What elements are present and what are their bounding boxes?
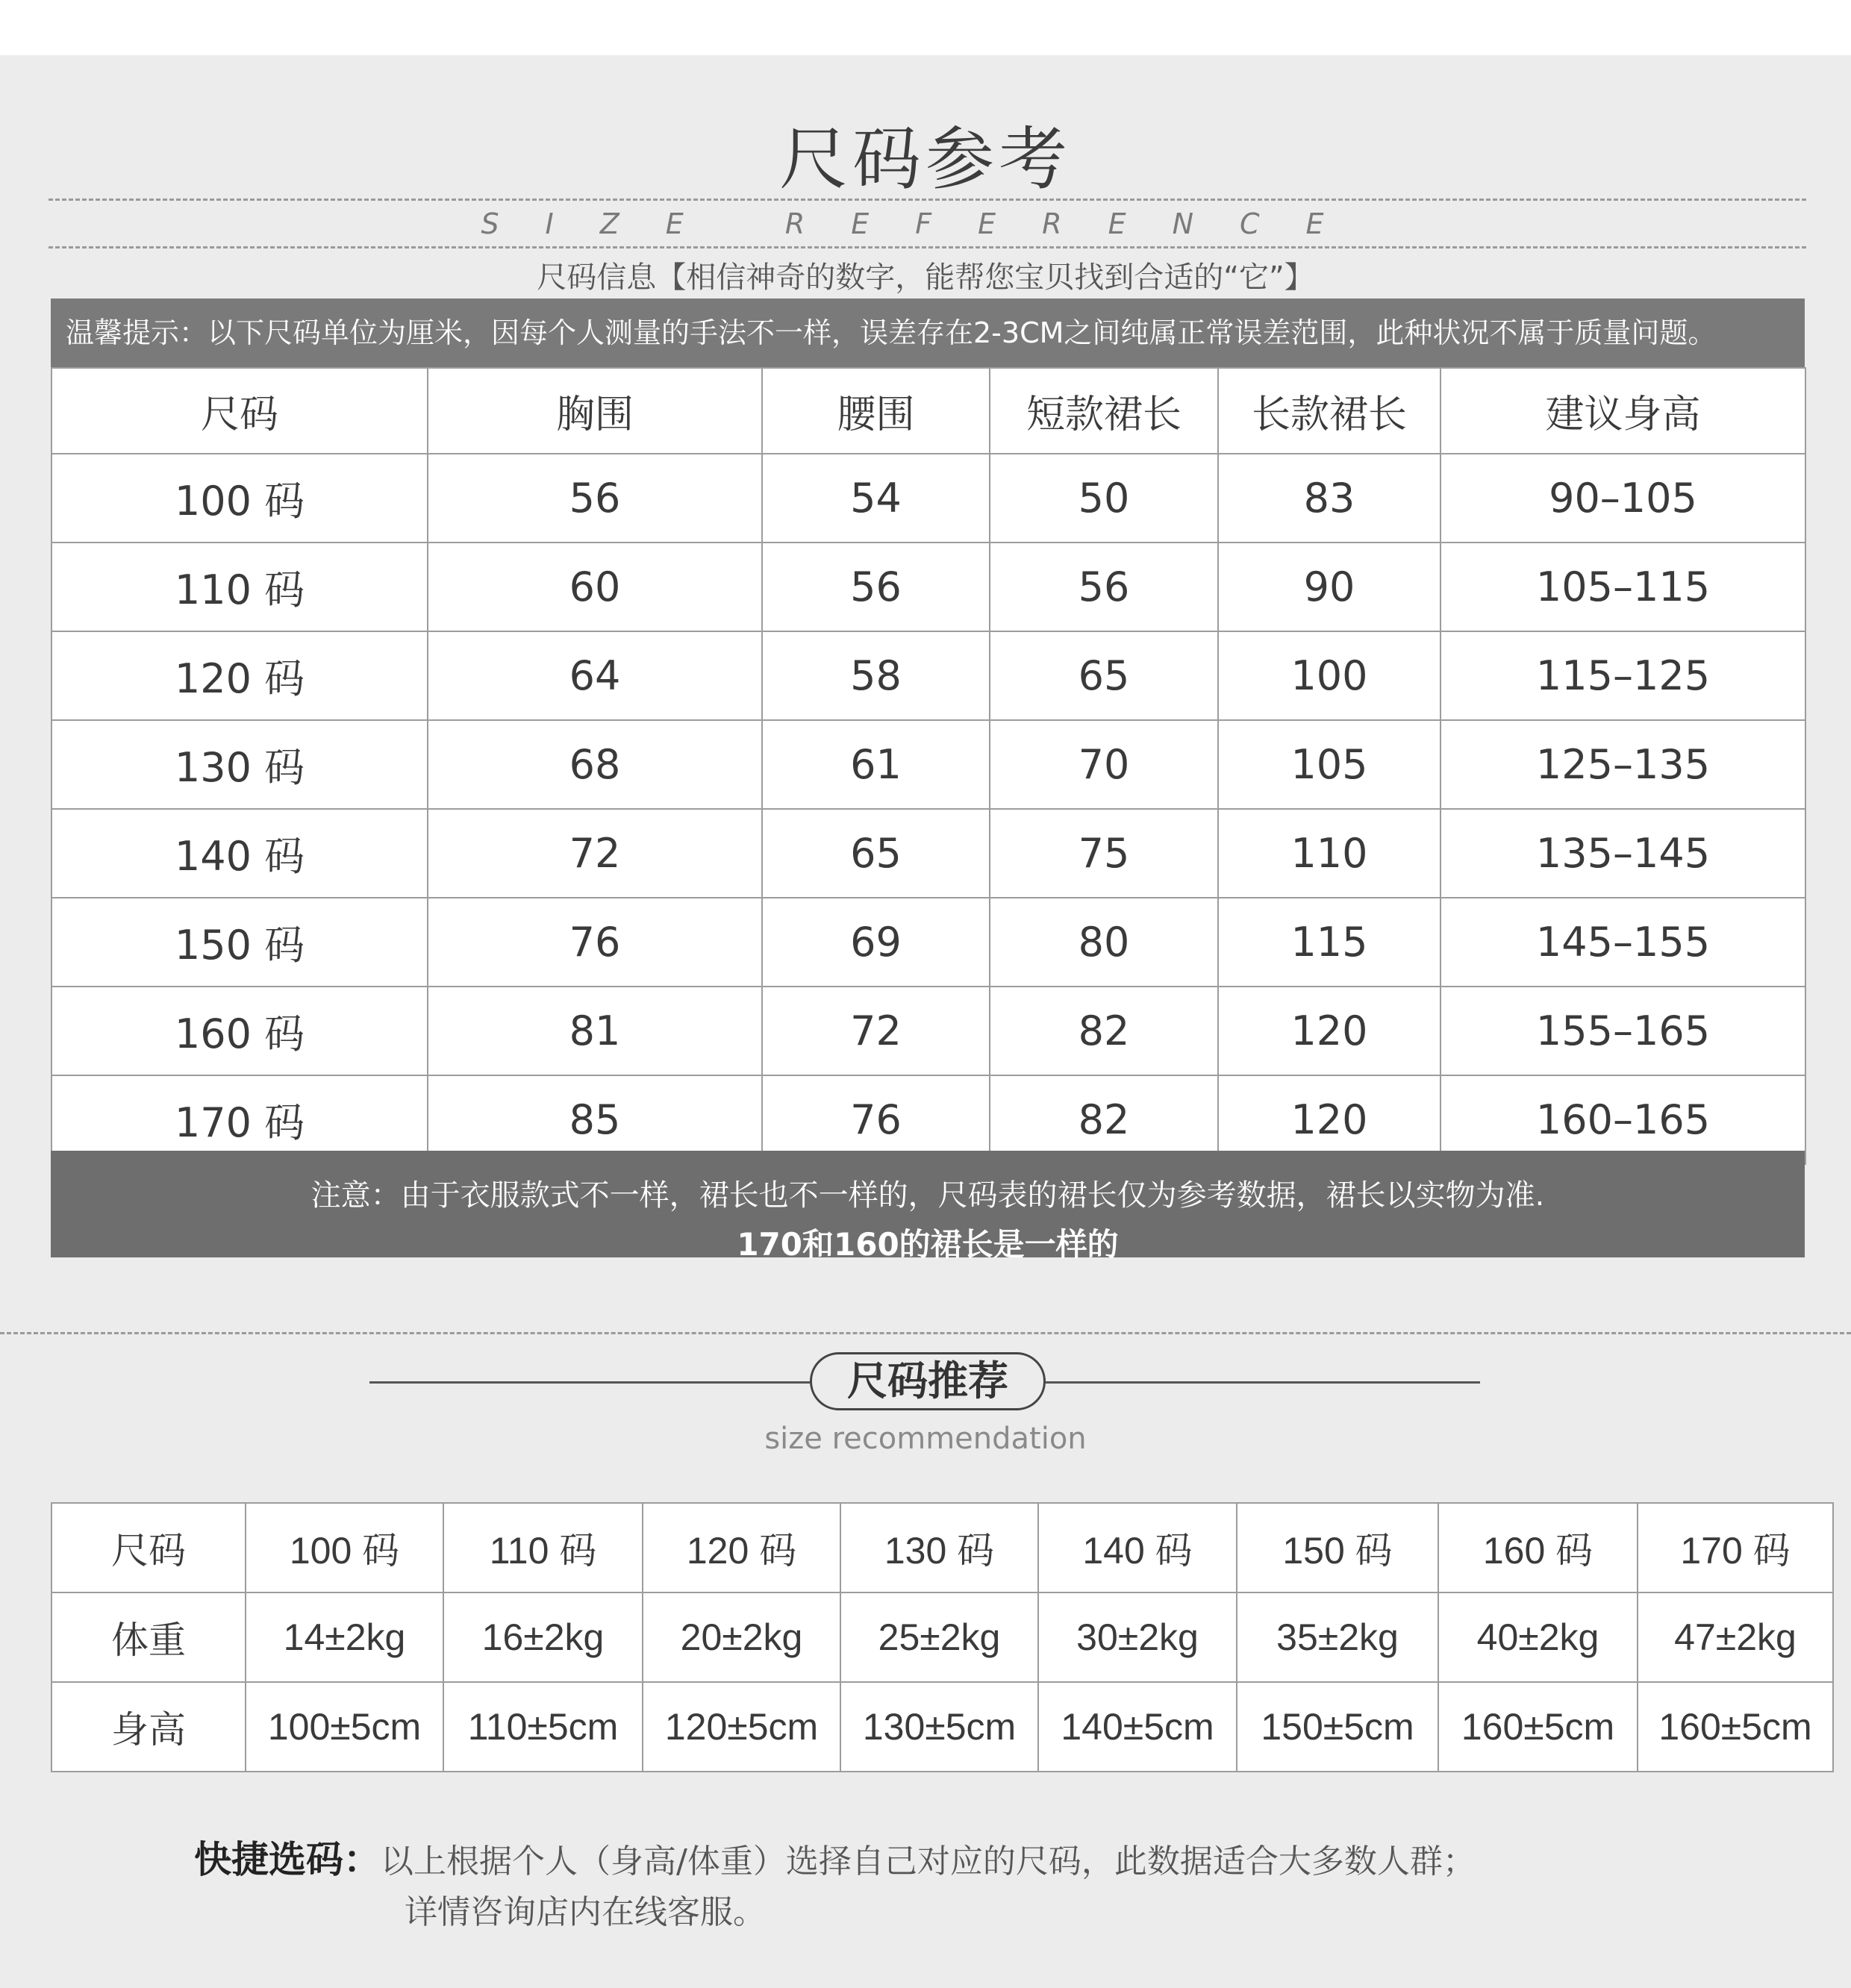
top-margin	[0, 0, 1851, 55]
cell: 100±5cm	[246, 1682, 443, 1772]
cell: 170 码	[51, 1075, 428, 1164]
cell: 69	[762, 898, 990, 987]
cell: 100 码	[246, 1503, 443, 1592]
cell: 68	[428, 720, 762, 809]
cell: 81	[428, 987, 762, 1075]
cell: 50	[990, 454, 1218, 543]
row-header-size: 尺码	[51, 1503, 246, 1592]
size-table-header	[51, 368, 1805, 454]
cell: 110	[1218, 809, 1440, 898]
row-header-height: 身高	[51, 1682, 246, 1772]
cell: 80	[990, 898, 1218, 987]
cell: 155–165	[1440, 987, 1805, 1075]
divider-top	[49, 199, 1806, 201]
cell: 110 码	[443, 1503, 643, 1592]
divider-bottom	[49, 246, 1806, 248]
header-waist: 腰围	[762, 368, 990, 454]
size-table	[51, 367, 1806, 1165]
cell: 61	[762, 720, 990, 809]
tip-bar: 温馨提示：以下尺码单位为厘米，因每个人测量的手法不一样，误差存在2-3CM之间纯属正常误差范围，此种状况不属于质量问题。	[51, 298, 1805, 367]
cell: 120	[1218, 987, 1440, 1075]
cell: 120	[1218, 1075, 1440, 1164]
cell: 60	[428, 543, 762, 631]
cell: 100	[1218, 631, 1440, 720]
cell: 72	[428, 809, 762, 898]
cell: 47±2kg	[1638, 1592, 1833, 1682]
note-text: 注意：由于衣服款式不一样，裙长也不一样的，尺码表的裙长仅为参考数据，裙长以实物为准.	[310, 1178, 1545, 1213]
cell: 160±5cm	[1438, 1682, 1638, 1772]
cell: 82	[990, 987, 1218, 1075]
title-rule-right	[1046, 1381, 1480, 1384]
cell: 140 码	[1038, 1503, 1237, 1592]
cell: 35±2kg	[1237, 1592, 1438, 1682]
table-row	[51, 987, 1805, 1075]
subtitle-english: SIZE REFERENCE	[481, 207, 1370, 240]
cell: 160±5cm	[1638, 1682, 1833, 1772]
cell: 105–115	[1440, 543, 1805, 631]
cell: 82	[990, 1075, 1218, 1164]
cell: 140 码	[51, 809, 428, 898]
cell: 90–105	[1440, 454, 1805, 543]
table-row	[51, 1682, 1833, 1772]
cell: 120 码	[51, 631, 428, 720]
cell: 16±2kg	[443, 1592, 643, 1682]
cell: 150±5cm	[1237, 1682, 1438, 1772]
cell: 40±2kg	[1438, 1592, 1638, 1682]
cell: 72	[762, 987, 990, 1075]
info-line: 尺码信息【相信神奇的数字，能帮您宝贝找到合适的“它”】	[537, 260, 1314, 295]
quick-line-1	[194, 1834, 1476, 1887]
cell: 70	[990, 720, 1218, 809]
cell: 140±5cm	[1038, 1682, 1237, 1772]
cell: 58	[762, 631, 990, 720]
table-row	[51, 543, 1805, 631]
cell: 160 码	[1438, 1503, 1638, 1592]
cell: 160 码	[51, 987, 428, 1075]
cell: 100 码	[51, 454, 428, 543]
cell: 110±5cm	[443, 1682, 643, 1772]
cell: 76	[762, 1075, 990, 1164]
cell: 110 码	[51, 543, 428, 631]
note-emphasis: 170和160的裙长是一样的	[737, 1226, 1119, 1263]
header-chest: 胸围	[428, 368, 762, 454]
table-row	[51, 1592, 1833, 1682]
recommend-title: 尺码推荐	[810, 1352, 1046, 1410]
cell: 150 码	[51, 898, 428, 987]
cell: 115	[1218, 898, 1440, 987]
cell: 83	[1218, 454, 1440, 543]
cell: 20±2kg	[643, 1592, 840, 1682]
cell: 25±2kg	[840, 1592, 1038, 1682]
cell: 120±5cm	[643, 1682, 840, 1772]
cell: 54	[762, 454, 990, 543]
cell: 90	[1218, 543, 1440, 631]
cell: 130 码	[840, 1503, 1038, 1592]
cell: 130±5cm	[840, 1682, 1038, 1772]
header-long-length: 长款裙长	[1218, 368, 1440, 454]
section-separator	[0, 1332, 1851, 1334]
table-row	[51, 454, 1805, 543]
cell: 160–165	[1440, 1075, 1805, 1164]
title-rule-left	[369, 1381, 810, 1384]
cell: 125–135	[1440, 720, 1805, 809]
recommend-subtitle: size recommendation	[764, 1422, 1087, 1456]
header-short-length: 短款裙长	[990, 368, 1218, 454]
cell: 85	[428, 1075, 762, 1164]
cell: 135–145	[1440, 809, 1805, 898]
cell: 115–125	[1440, 631, 1805, 720]
cell: 56	[428, 454, 762, 543]
cell: 65	[762, 809, 990, 898]
quick-select	[194, 1834, 1476, 1938]
cell: 56	[762, 543, 990, 631]
quick-line-2: 详情咨询店内在线客服。	[405, 1893, 766, 1931]
table-row	[51, 809, 1805, 898]
quick-text: 以上根据个人（身高/体重）选择自己对应的尺码，此数据适合大多数人群；	[381, 1842, 1476, 1881]
quick-label: 快捷选码：	[194, 1838, 381, 1881]
cell: 30±2kg	[1038, 1592, 1237, 1682]
note-bar	[51, 1151, 1805, 1263]
cell: 76	[428, 898, 762, 987]
recommend-table	[51, 1502, 1834, 1772]
cell: 56	[990, 543, 1218, 631]
cell: 150 码	[1237, 1503, 1438, 1592]
header-height: 建议身高	[1440, 368, 1805, 454]
cell: 75	[990, 809, 1218, 898]
cell: 145–155	[1440, 898, 1805, 987]
table-row	[51, 720, 1805, 809]
header-size: 尺码	[51, 368, 428, 454]
cell: 120 码	[643, 1503, 840, 1592]
table-row	[51, 631, 1805, 720]
row-header-weight: 体重	[51, 1592, 246, 1682]
cell: 14±2kg	[246, 1592, 443, 1682]
table-row	[51, 1503, 1833, 1592]
cell: 64	[428, 631, 762, 720]
cell: 170 码	[1638, 1503, 1833, 1592]
table-row	[51, 898, 1805, 987]
cell: 130 码	[51, 720, 428, 809]
page-title: 尺码参考	[778, 119, 1072, 199]
cell: 65	[990, 631, 1218, 720]
cell: 105	[1218, 720, 1440, 809]
